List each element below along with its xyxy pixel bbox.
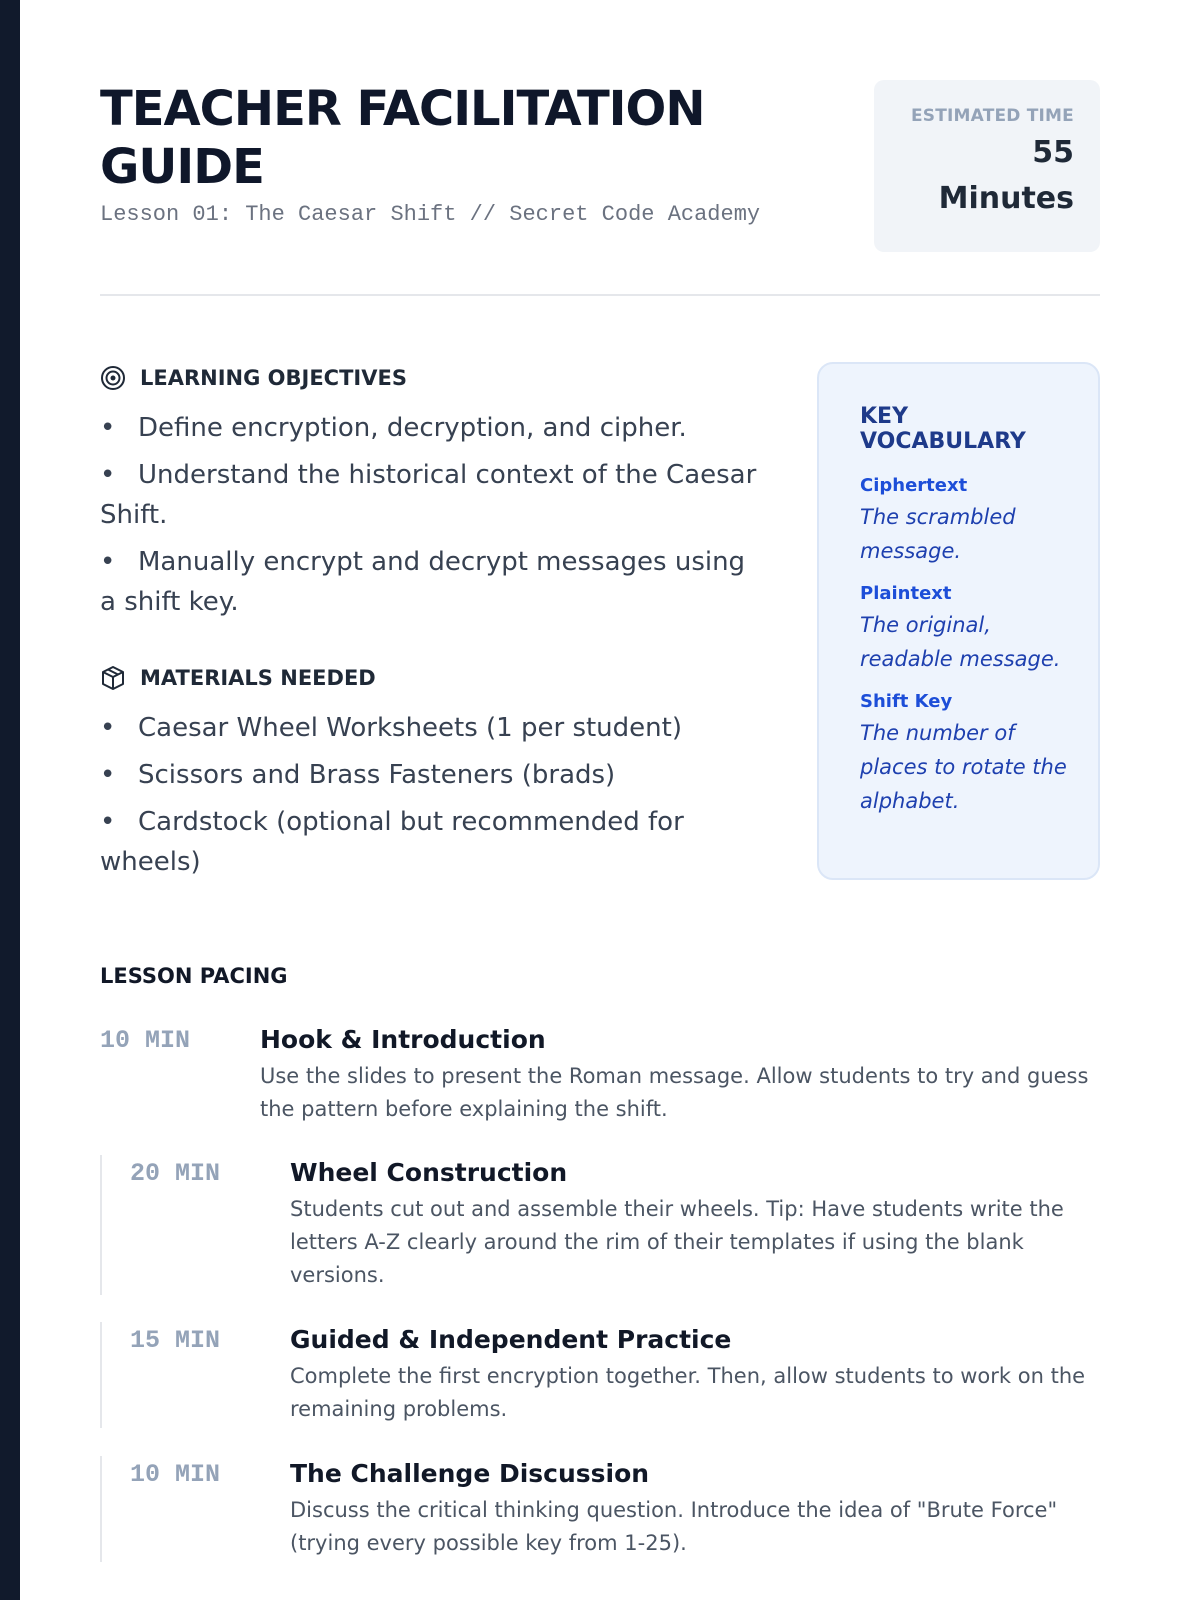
bullet-dot-icon: •	[100, 760, 116, 790]
key-vocabulary-card	[817, 362, 1100, 880]
vocabulary-definition: The number of places to rotate the alphabet.	[860, 721, 1067, 813]
guide-header	[100, 80, 1100, 260]
pacing-step-time: 10 MIN	[130, 1460, 221, 1489]
header-divider	[100, 294, 1100, 296]
vocabulary-entry	[860, 580, 1072, 676]
pacing-step-title: The Challenge Discussion	[290, 1459, 650, 1488]
vocabulary-heading: KEY VOCABULARY	[860, 404, 1026, 454]
materials-heading-label: MATERIALS NEEDED	[140, 666, 376, 690]
vocabulary-definition: The original, readable message.	[860, 613, 1061, 671]
pacing-step-body	[290, 1155, 1102, 1292]
pacing-step-description: Students cut out and assemble their wheels. Tip: Have students write the letters A-Z clearly around the rim of their templates if using the blank versions.	[290, 1197, 1064, 1287]
pacing-step-time: 15 MIN	[130, 1326, 221, 1355]
list-item: • Understand the historical context of the Caesar Shift.	[100, 455, 760, 535]
pacing-step	[100, 1322, 1102, 1428]
pacing-step	[100, 1022, 1100, 1132]
pacing-step-description: Discuss the critical thinking question. Introduce the idea of "Brute Force" (trying every possible key from 1-25).	[290, 1498, 1058, 1555]
pacing-step-description: Complete the first encryption together. Then, allow students to work on the remaining problems.	[290, 1364, 1086, 1421]
materials-list	[100, 708, 760, 889]
pacing-step-body	[290, 1456, 1102, 1560]
estimated-time-unit: Minutes	[938, 181, 1074, 216]
estimated-time-box	[874, 80, 1100, 252]
bullet-dot-icon: •	[100, 807, 116, 837]
pacing-step	[100, 1456, 1102, 1562]
vocabulary-term: Plaintext	[860, 583, 952, 604]
page-title: TEACHER FACILITATION GUIDE	[100, 81, 705, 195]
left-accent-bar	[0, 0, 20, 1600]
vocabulary-term: Shift Key	[860, 691, 953, 712]
bullet-dot-icon: •	[100, 460, 116, 490]
estimated-time-value	[874, 130, 1074, 222]
pacing-step-title: Guided & Independent Practice	[290, 1325, 732, 1354]
pacing-step-body	[290, 1322, 1102, 1426]
list-item: • Scissors and Brass Fasteners (brads)	[100, 755, 760, 795]
pacing-step-title: Hook & Introduction	[260, 1025, 546, 1054]
list-item: • Define encryption, decryption, and cipher.	[100, 408, 760, 448]
lesson-subtitle: Lesson 01: The Caesar Shift // Secret Code Academy	[100, 202, 761, 227]
vocabulary-entry	[860, 472, 1072, 568]
bullet-dot-icon: •	[100, 413, 116, 443]
objectives-heading	[100, 365, 407, 391]
estimated-time-number: 55	[1032, 135, 1074, 170]
target-icon	[100, 365, 126, 391]
pacing-step-body	[260, 1022, 1100, 1126]
pacing-step-time: 10 MIN	[100, 1026, 191, 1055]
pacing-step-time: 20 MIN	[130, 1159, 221, 1188]
vocabulary-definition: The scrambled message.	[860, 505, 1016, 563]
vocabulary-entry	[860, 688, 1072, 818]
objectives-list	[100, 408, 760, 629]
list-item: • Caesar Wheel Worksheets (1 per student)	[100, 708, 760, 748]
estimated-time-label: ESTIMATED TIME	[910, 106, 1074, 126]
list-item: • Cardstock (optional but recommended for wheels)	[100, 802, 760, 882]
list-item: • Manually encrypt and decrypt messages using a shift key.	[100, 542, 760, 622]
materials-heading	[100, 665, 376, 691]
objectives-heading-label: LEARNING OBJECTIVES	[140, 366, 407, 390]
pacing-step	[100, 1155, 1102, 1295]
pacing-step-title: Wheel Construction	[290, 1158, 568, 1187]
lesson-pacing-heading: LESSON PACING	[100, 964, 288, 988]
box-icon	[100, 665, 126, 691]
bullet-dot-icon: •	[100, 713, 116, 743]
pacing-step-description: Use the slides to present the Roman message. Allow students to try and guess the pattern before explaining the shift.	[260, 1064, 1089, 1121]
vocabulary-term: Ciphertext	[860, 475, 968, 496]
bullet-dot-icon: •	[100, 547, 116, 577]
